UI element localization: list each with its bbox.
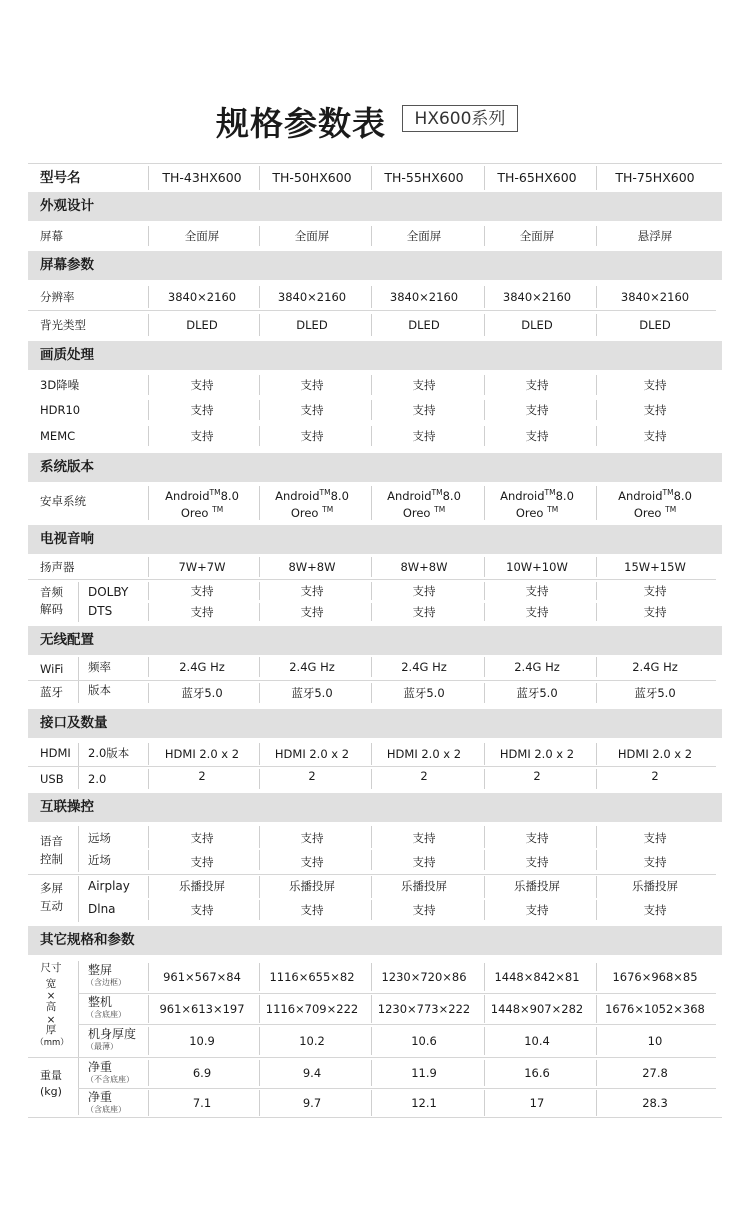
value-cell: 支持 [643, 855, 667, 869]
dimension-label: × [46, 1014, 56, 1026]
value-cell: 支持 [643, 584, 667, 598]
value-cell: 1676×1052×368 [605, 1002, 705, 1016]
oreo-text: Oreo [290, 505, 319, 520]
value-cell: DLED [639, 318, 671, 332]
column-divider [596, 900, 597, 920]
value-cell: DLED [521, 318, 553, 332]
value-cell: 支持 [300, 403, 324, 417]
value-cell: 2.4G Hz [179, 660, 225, 674]
model-name: TH-75HX600 [615, 170, 695, 185]
value-cell: 支持 [190, 855, 214, 869]
value-cell: 蓝牙5.0 [291, 686, 333, 700]
row-label: 整屏 [88, 963, 113, 977]
android-version-cell [369, 486, 479, 520]
row-label: 机身厚度 [88, 1027, 137, 1041]
section-system [28, 453, 722, 482]
value-cell: 支持 [525, 429, 549, 443]
row-label: 3D降噪 [40, 378, 80, 392]
value-cell: 7.1 [192, 1096, 212, 1110]
column-divider [484, 166, 485, 190]
value-cell: 支持 [525, 903, 549, 917]
value-cell: 支持 [412, 855, 436, 869]
value-cell: 支持 [643, 378, 667, 392]
value-cell: 乐播投屏 [514, 879, 560, 893]
value-cell: 15W+15W [624, 560, 686, 574]
sub-divider [78, 876, 79, 922]
value-cell: 9.7 [302, 1096, 322, 1110]
group-label: HDMI [40, 746, 71, 760]
oreo-text: Oreo [515, 505, 544, 520]
column-divider [371, 166, 372, 190]
oreo-line [147, 503, 257, 520]
android-version: 8.0 [220, 488, 239, 503]
value-cell: 蓝牙5.0 [516, 686, 558, 700]
column-divider [596, 876, 597, 898]
oreo-text: Oreo [180, 505, 209, 520]
value-cell: 10W+10W [506, 560, 568, 574]
column-divider [596, 657, 597, 677]
dimension-label: 高 [45, 1001, 57, 1013]
value-cell: 10.4 [524, 1034, 550, 1048]
group-label: 语音 [40, 834, 63, 848]
value-cell: 1448×907×282 [490, 1002, 584, 1016]
android-version: 8.0 [330, 488, 349, 503]
android-version-cell [257, 486, 367, 520]
column-divider [596, 557, 597, 577]
value-cell: 蓝牙5.0 [181, 686, 223, 700]
row-sublabel: （最薄） [86, 1042, 118, 1051]
value-cell: 支持 [300, 429, 324, 443]
value-cell: HDMI 2.0 x 2 [274, 747, 350, 761]
column-divider [596, 426, 597, 446]
android-version-cell [482, 486, 592, 520]
value-cell: 12.1 [411, 1096, 437, 1110]
value-cell: 支持 [412, 378, 436, 392]
value-cell: 支持 [190, 429, 214, 443]
section-title: 画质处理 [40, 347, 94, 363]
column-divider [596, 769, 597, 789]
value-cell: 蓝牙5.0 [403, 686, 445, 700]
series-badge: HX600系列 [402, 105, 518, 132]
value-cell: 支持 [412, 605, 436, 619]
section-wireless [28, 626, 722, 655]
value-cell: 支持 [300, 584, 324, 598]
value-cell: DLED [408, 318, 440, 332]
trademark: TM [544, 488, 556, 497]
column-divider [596, 603, 597, 621]
row-divider [28, 579, 716, 580]
value-cell: 1676×968×85 [612, 970, 698, 984]
value-cell: 10.6 [411, 1034, 437, 1048]
dimension-label: 尺寸 [40, 962, 62, 974]
value-cell: 3840×2160 [502, 290, 572, 304]
section-interaction [28, 793, 722, 822]
android-version: 8.0 [673, 488, 692, 503]
value-cell: 支持 [300, 605, 324, 619]
group-label: 蓝牙 [40, 685, 63, 699]
value-cell: 支持 [300, 855, 324, 869]
section-screen_params [28, 251, 722, 280]
android-version-cell [600, 486, 710, 520]
value-cell: 3840×2160 [167, 290, 237, 304]
android-line [482, 486, 592, 503]
value-cell: 支持 [525, 584, 549, 598]
row-label: 频率 [88, 660, 111, 674]
value-cell: 支持 [525, 403, 549, 417]
column-divider [596, 400, 597, 420]
value-cell: HDMI 2.0 x 2 [617, 747, 693, 761]
value-cell: 支持 [412, 584, 436, 598]
value-cell: 1230×720×86 [381, 970, 467, 984]
trademark: TM [665, 504, 677, 514]
value-cell: 10.9 [189, 1034, 215, 1048]
row-divider [78, 1024, 716, 1025]
value-cell: DLED [296, 318, 328, 332]
value-cell: 乐播投屏 [632, 879, 678, 893]
android-line [369, 486, 479, 503]
dimension-label: × [46, 990, 56, 1002]
value-cell: 2 [533, 769, 541, 783]
value-cell: 10 [647, 1034, 663, 1048]
value-cell: 支持 [643, 403, 667, 417]
android-version: 8.0 [442, 488, 461, 503]
section-other [28, 926, 722, 955]
column-divider [596, 963, 597, 991]
value-cell: 支持 [412, 903, 436, 917]
group-label: WiFi [40, 662, 64, 676]
android-version-cell [147, 486, 257, 520]
value-cell: 27.8 [642, 1066, 668, 1080]
android-text: Android [618, 488, 663, 503]
dimension-unit: （mm） [35, 1038, 69, 1048]
value-cell: HDMI 2.0 x 2 [164, 747, 240, 761]
column-divider [596, 743, 597, 765]
row-label: 扬声器 [40, 560, 75, 574]
value-cell: 支持 [643, 429, 667, 443]
value-cell: 支持 [190, 584, 214, 598]
value-cell: 全面屏 [184, 229, 220, 243]
value-cell: 全面屏 [294, 229, 330, 243]
oreo-text: Oreo [402, 505, 431, 520]
row-divider [28, 1117, 722, 1118]
value-cell: 9.4 [302, 1066, 322, 1080]
row-label: 远场 [88, 831, 111, 845]
column-divider [596, 826, 597, 848]
value-cell: 支持 [190, 903, 214, 917]
trademark: TM [319, 488, 331, 497]
value-cell: 乐播投屏 [179, 879, 225, 893]
value-cell: HDMI 2.0 x 2 [499, 747, 575, 761]
column-divider [596, 683, 597, 703]
value-cell: 支持 [190, 605, 214, 619]
row-sublabel: （含边框） [86, 978, 126, 987]
row-label: 近场 [88, 853, 111, 867]
section-title: 互联操控 [40, 799, 94, 815]
group-label: 多屏 [40, 881, 63, 895]
value-cell: 支持 [190, 378, 214, 392]
group-label: USB [40, 772, 64, 786]
column-divider [596, 1090, 597, 1116]
value-cell: 17 [529, 1096, 545, 1110]
section-title: 外观设计 [40, 198, 94, 214]
value-cell: 11.9 [411, 1066, 437, 1080]
value-cell: 全面屏 [406, 229, 442, 243]
row-label: 整机 [88, 995, 113, 1009]
oreo-line [257, 503, 367, 520]
model-name: TH-55HX600 [384, 170, 464, 185]
title-area [0, 92, 750, 152]
oreo-line [369, 503, 479, 520]
row-sublabel: （含底座） [86, 1105, 126, 1114]
value-cell: 支持 [190, 831, 214, 845]
model-name: TH-65HX600 [497, 170, 577, 185]
column-divider [596, 226, 597, 246]
value-cell: 1230×773×222 [377, 1002, 471, 1016]
row-divider [28, 310, 716, 311]
value-cell: 2.4G Hz [401, 660, 447, 674]
row-divider [78, 993, 716, 994]
value-cell: 悬浮屏 [637, 229, 673, 243]
value-cell: 支持 [300, 903, 324, 917]
trademark: TM [209, 488, 221, 497]
value-cell: 6.9 [192, 1066, 212, 1080]
row-label: 屏幕 [40, 229, 63, 243]
value-cell: 支持 [300, 831, 324, 845]
value-cell: 支持 [643, 903, 667, 917]
value-cell: 蓝牙5.0 [634, 686, 676, 700]
section-picture [28, 341, 722, 370]
android-text: Android [387, 488, 432, 503]
value-cell: 3840×2160 [277, 290, 347, 304]
row-label: 安卓系统 [40, 494, 86, 508]
dimension-label: 宽 [45, 978, 57, 990]
column-divider [596, 582, 597, 600]
column-divider [148, 166, 149, 190]
value-cell: 支持 [525, 831, 549, 845]
value-cell: 支持 [412, 429, 436, 443]
section-title: 其它规格和参数 [40, 932, 135, 948]
section-audio [28, 525, 722, 554]
row-label: Airplay [88, 879, 130, 893]
trademark: TM [662, 488, 674, 497]
value-cell: 2 [420, 769, 428, 783]
sub-divider [78, 826, 79, 872]
value-cell: 支持 [190, 403, 214, 417]
value-cell: 8W+8W [288, 560, 336, 574]
sub-divider [78, 961, 79, 1115]
group-label: 解码 [40, 602, 63, 616]
value-cell: 1448×842×81 [494, 970, 580, 984]
trademark: TM [431, 488, 443, 497]
row-label: DTS [88, 604, 113, 618]
row-divider [28, 874, 716, 875]
android-text: Android [165, 488, 210, 503]
row-label: 净重 [88, 1060, 113, 1074]
column-divider [596, 286, 597, 308]
value-cell: 3840×2160 [620, 290, 690, 304]
android-version: 8.0 [555, 488, 574, 503]
value-cell: 2 [308, 769, 316, 783]
value-cell: 1116×655×82 [269, 970, 355, 984]
value-cell: 28.3 [642, 1096, 668, 1110]
value-cell: 7W+7W [178, 560, 226, 574]
android-line [600, 486, 710, 503]
trademark: TM [212, 504, 224, 514]
value-cell: 支持 [525, 605, 549, 619]
column-divider [596, 995, 597, 1023]
column-divider [596, 1060, 597, 1086]
value-cell: 961×567×84 [163, 970, 241, 984]
group-label: 音频 [40, 585, 63, 599]
value-cell: 全面屏 [519, 229, 555, 243]
value-cell: 2.4G Hz [514, 660, 560, 674]
row-divider [28, 680, 716, 681]
section-title: 电视音响 [40, 531, 94, 547]
oreo-text: Oreo [633, 505, 662, 520]
value-cell: 支持 [525, 378, 549, 392]
row-divider [28, 163, 722, 164]
section-title: 无线配置 [40, 632, 94, 648]
value-cell: 1116×709×222 [265, 1002, 359, 1016]
model-name: TH-43HX600 [162, 170, 242, 185]
column-divider [596, 486, 597, 520]
column-divider [596, 850, 597, 870]
value-cell: 支持 [300, 378, 324, 392]
value-cell: 支持 [412, 403, 436, 417]
value-cell: DLED [186, 318, 218, 332]
android-line [257, 486, 367, 503]
value-cell: HDMI 2.0 x 2 [386, 747, 462, 761]
row-divider [78, 1088, 716, 1089]
oreo-line [600, 503, 710, 520]
value-cell: 支持 [643, 831, 667, 845]
column-divider [596, 166, 597, 190]
column-divider [596, 1027, 597, 1055]
value-cell: 2 [198, 769, 206, 783]
row-label: MEMC [40, 429, 76, 443]
value-cell: 2.4G Hz [632, 660, 678, 674]
dimension-label: 厚 [45, 1024, 57, 1036]
section-ports [28, 709, 722, 738]
value-cell: 乐播投屏 [401, 879, 447, 893]
row-sublabel: （含底座） [86, 1010, 126, 1019]
row-label: DOLBY [88, 585, 129, 599]
value-cell: 支持 [412, 831, 436, 845]
trademark: TM [434, 504, 446, 514]
section-title: 屏幕参数 [40, 257, 94, 273]
weight-unit: (kg) [40, 1085, 62, 1098]
group-label: 互动 [40, 899, 63, 913]
row-label: 版本 [88, 683, 111, 697]
oreo-line [482, 503, 592, 520]
trademark: TM [322, 504, 334, 514]
row-divider [28, 1057, 716, 1058]
value-cell: 2.4G Hz [289, 660, 335, 674]
row-label: HDR10 [40, 403, 81, 417]
value-cell: 8W+8W [400, 560, 448, 574]
row-label: 净重 [88, 1090, 113, 1104]
row-sublabel: （不含底座） [86, 1075, 134, 1084]
model-name: TH-50HX600 [272, 170, 352, 185]
section-appearance [28, 192, 722, 221]
row-label: Dlna [88, 902, 116, 916]
column-divider [596, 314, 597, 336]
row-label: 2.0版本 [88, 746, 130, 760]
row-label: 分辨率 [40, 290, 75, 304]
value-cell: 961×613×197 [159, 1002, 245, 1016]
value-cell: 2 [651, 769, 659, 783]
android-text: Android [275, 488, 320, 503]
section-title: 接口及数量 [40, 715, 108, 731]
page-title: 规格参数表 [216, 104, 386, 143]
sub-divider [78, 582, 79, 622]
value-cell: 3840×2160 [389, 290, 459, 304]
value-cell: 乐播投屏 [289, 879, 335, 893]
column-divider [259, 166, 260, 190]
column-divider [596, 375, 597, 395]
value-cell: 16.6 [524, 1066, 550, 1080]
value-cell: 支持 [643, 605, 667, 619]
trademark: TM [547, 504, 559, 514]
model-label: 型号名 [40, 170, 81, 186]
android-line [147, 486, 257, 503]
row-label: 背光类型 [40, 318, 86, 332]
value-cell: 支持 [525, 855, 549, 869]
android-text: Android [500, 488, 545, 503]
row-label: 2.0 [88, 772, 107, 786]
section-title: 系统版本 [40, 459, 94, 475]
weight-label: 重量 [40, 1069, 62, 1082]
value-cell: 10.2 [299, 1034, 325, 1048]
group-label: 控制 [40, 852, 63, 866]
